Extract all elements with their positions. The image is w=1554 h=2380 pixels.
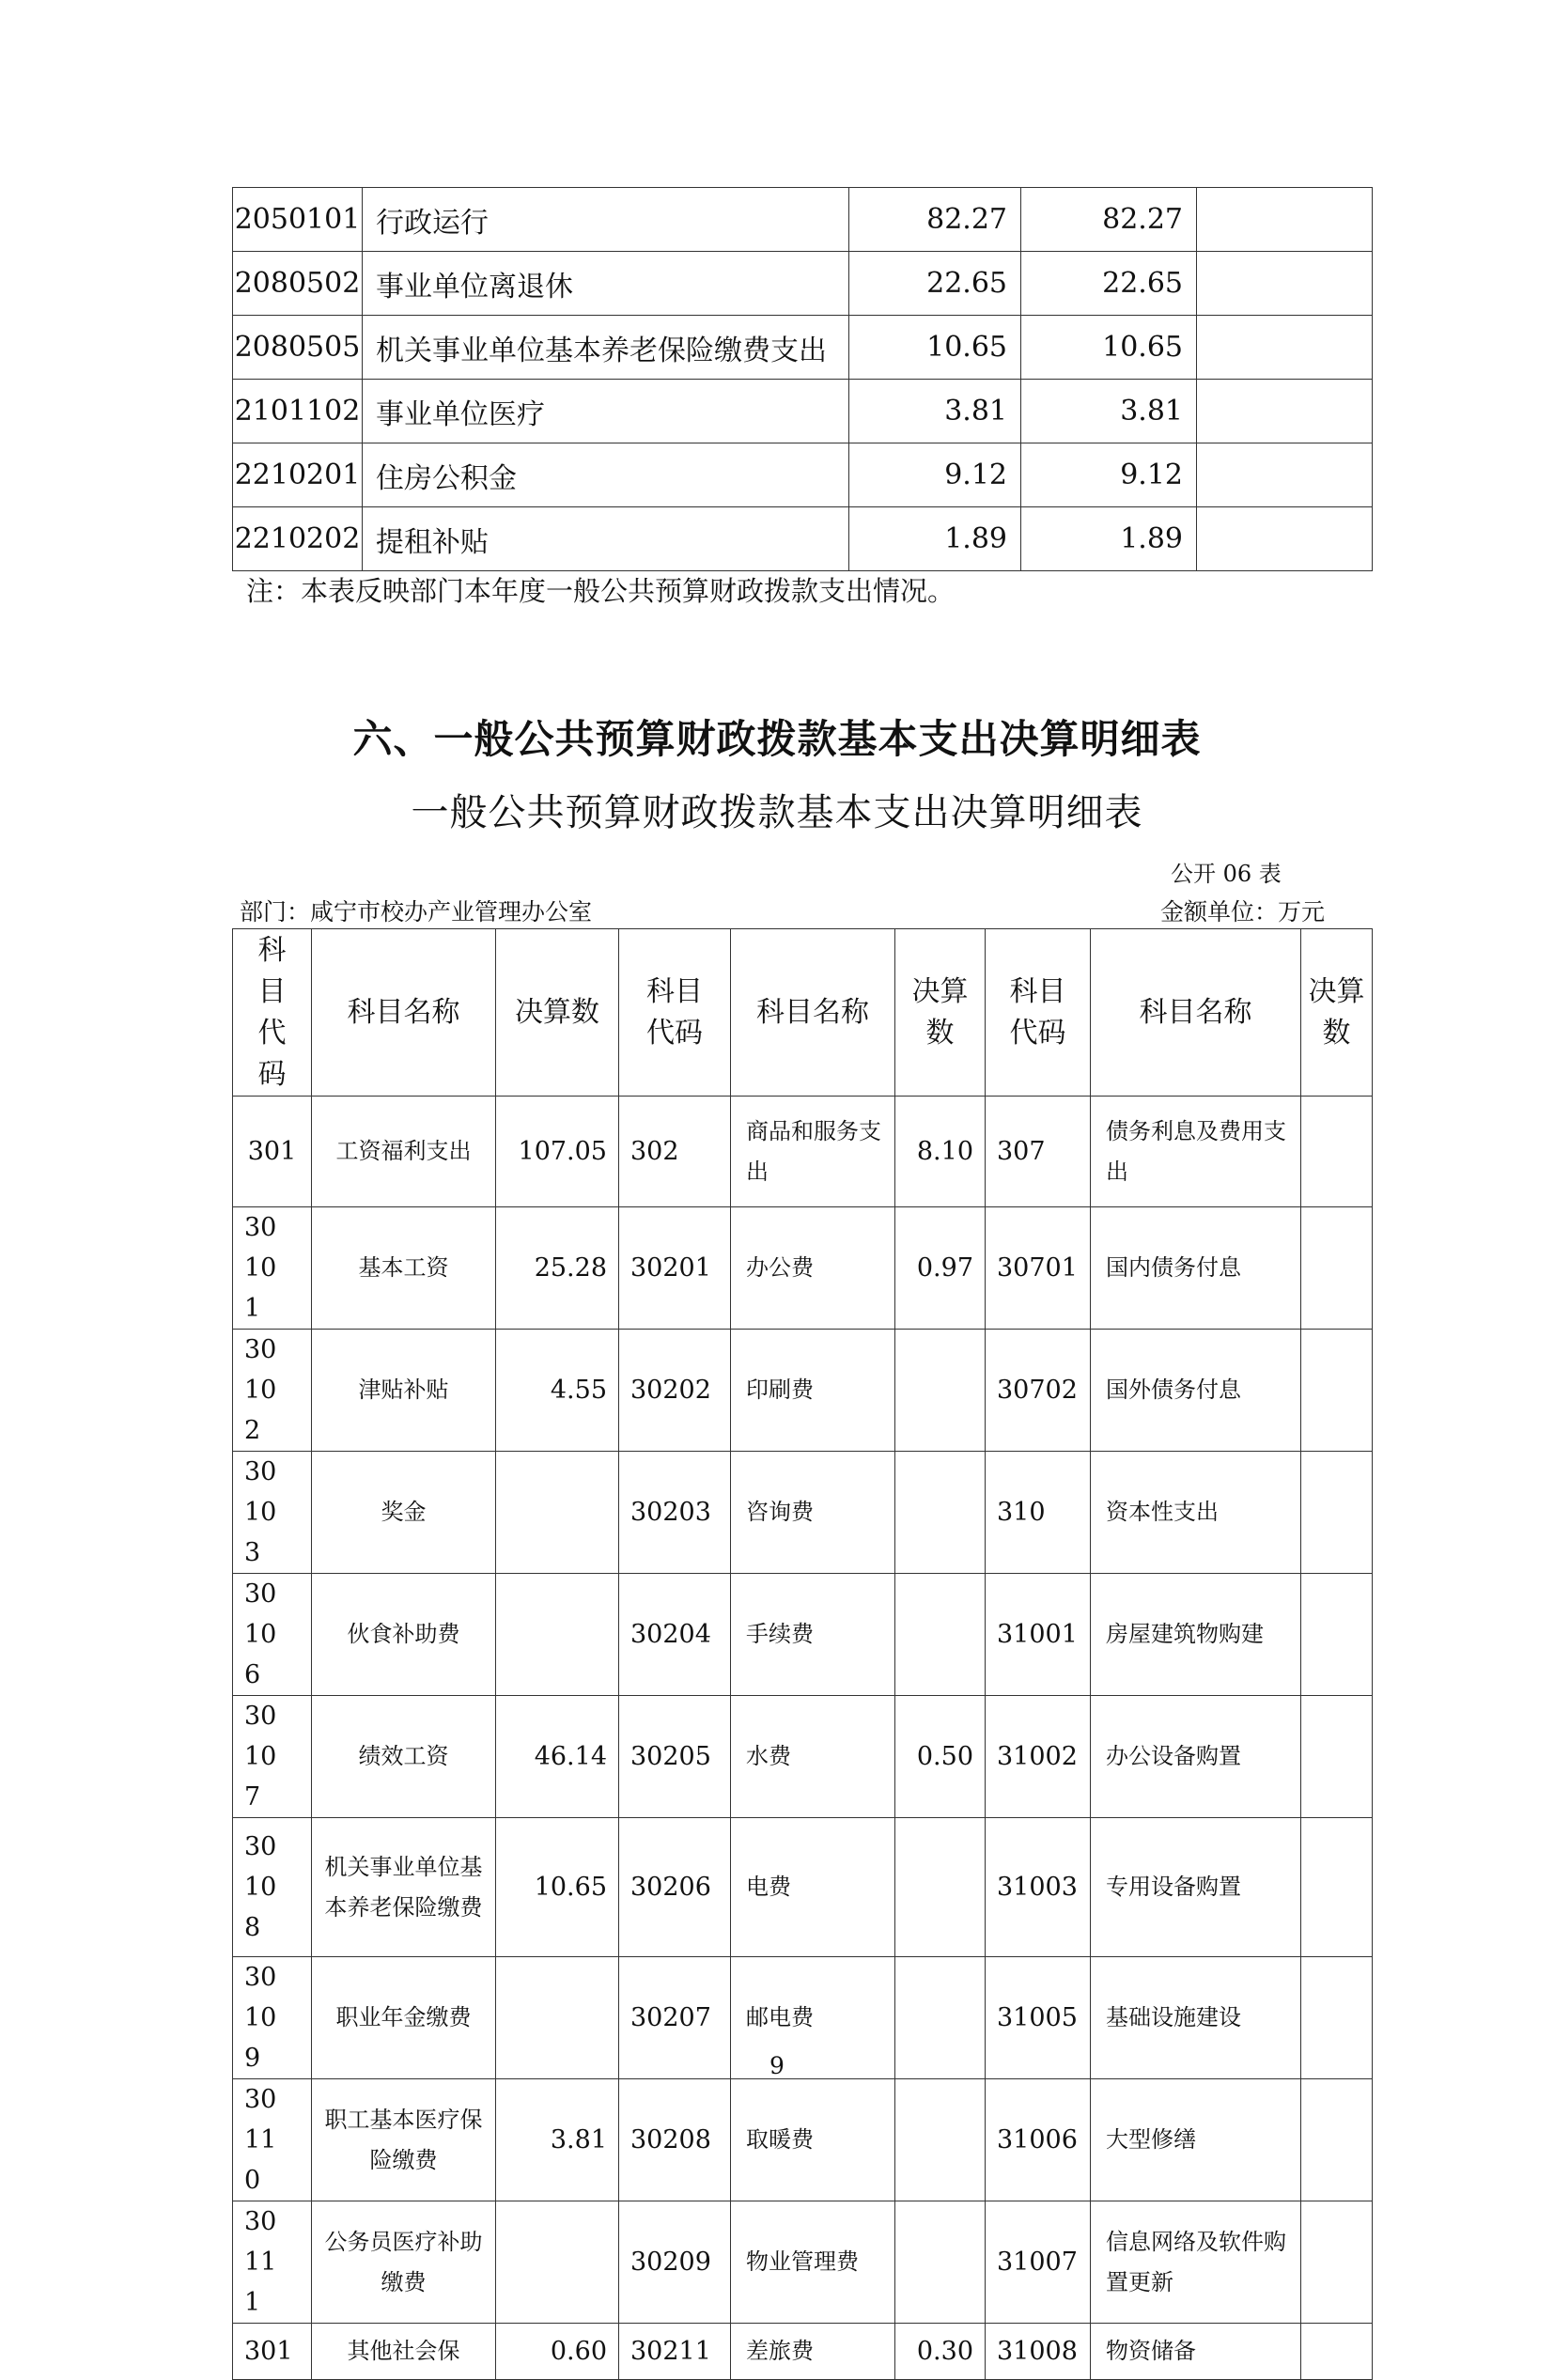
row-amount: 10.65: [849, 316, 1021, 380]
subject-name: 房屋建筑物购建: [1091, 1574, 1301, 1696]
subject-name: 印刷费: [731, 1330, 895, 1452]
amount: [895, 1574, 986, 1696]
subject-name: 资本性支出: [1091, 1452, 1301, 1574]
subject-name: 办公设备购置: [1091, 1696, 1301, 1818]
subject-name: 取暖费: [731, 2079, 895, 2201]
subject-code: 301: [233, 2324, 312, 2380]
subject-name: 物资储备: [1091, 2324, 1301, 2380]
subject-code: 30202: [619, 1330, 731, 1452]
table-row: [233, 1696, 1373, 1818]
table-row: [233, 1330, 1373, 1452]
row-amount: 9.12: [849, 443, 1021, 507]
row-amount: 9.12: [1021, 443, 1197, 507]
subject-name: 职业年金缴费: [312, 1957, 496, 2079]
amount: [496, 1452, 619, 1574]
subject-code: 301: [233, 1097, 312, 1207]
amount: 0.60: [496, 2324, 619, 2380]
amount: [1301, 2201, 1373, 2324]
subject-code: 30101: [233, 1207, 312, 1330]
table-row: [233, 380, 1373, 443]
subject-name: 奖金: [312, 1452, 496, 1574]
subject-code: 30111: [233, 2201, 312, 2324]
amount: [895, 1818, 986, 1957]
row-amount: [1197, 252, 1373, 316]
subject-code: 30211: [619, 2324, 731, 2380]
subject-name: 邮电费: [731, 1957, 895, 2079]
subject-code: 31005: [986, 1957, 1091, 2079]
subject-name: 办公费: [731, 1207, 895, 1330]
subject-code: 30702: [986, 1330, 1091, 1452]
row-amount: 22.65: [849, 252, 1021, 316]
subject-name: 职工基本医疗保险缴费: [312, 2079, 496, 2201]
row-amount: 82.27: [849, 188, 1021, 252]
subject-code: 30208: [619, 2079, 731, 2201]
subject-name: 物业管理费: [731, 2201, 895, 2324]
row-name: 事业单位医疗: [363, 380, 849, 443]
row-amount: 82.27: [1021, 188, 1197, 252]
table-row: [233, 1097, 1373, 1207]
amount: [1301, 2324, 1373, 2380]
section-heading: 六、一般公共预算财政拨款基本支出决算明细表: [352, 716, 1202, 762]
row-amount: [1197, 188, 1373, 252]
subject-code: 31001: [986, 1574, 1091, 1696]
subject-name: 手续费: [731, 1574, 895, 1696]
subject-code: 30106: [233, 1574, 312, 1696]
subject-name: 咨询费: [731, 1452, 895, 1574]
amount: [1301, 1696, 1373, 1818]
header-name-3: 科目名称: [1091, 929, 1301, 1097]
amount: [496, 1574, 619, 1696]
table-row: [233, 316, 1373, 380]
row-amount: [1197, 380, 1373, 443]
table-number: 公开 06 表: [1171, 861, 1282, 887]
subject-code: 30209: [619, 2201, 731, 2324]
subject-code: 30110: [233, 2079, 312, 2201]
header-code-3: 科目代码: [986, 929, 1091, 1097]
subject-name: 债务利息及费用支出: [1091, 1097, 1301, 1207]
amount: 0.30: [895, 2324, 986, 2380]
subject-name: 大型修缮: [1091, 2079, 1301, 2201]
row-code: 2101102: [233, 380, 363, 443]
subject-name: 其他社会保: [312, 2324, 496, 2380]
row-code: 2210202: [233, 507, 363, 571]
subject-code: 30109: [233, 1957, 312, 2079]
table-row: [233, 1818, 1373, 1957]
subject-code: 31002: [986, 1696, 1091, 1818]
table-row: [233, 1574, 1373, 1696]
table-row: [233, 252, 1373, 316]
subject-code: 30203: [619, 1452, 731, 1574]
subject-name: 绩效工资: [312, 1696, 496, 1818]
subject-code: 30107: [233, 1696, 312, 1818]
amount: 0.50: [895, 1696, 986, 1818]
row-amount: 3.81: [849, 380, 1021, 443]
amount: [895, 2201, 986, 2324]
amount: [1301, 1207, 1373, 1330]
subject-code: 31008: [986, 2324, 1091, 2380]
row-name: 行政运行: [363, 188, 849, 252]
row-amount: [1197, 443, 1373, 507]
appropriation-expenditure-table: [232, 187, 1373, 571]
row-name: 住房公积金: [363, 443, 849, 507]
row-name: 机关事业单位基本养老保险缴费支出: [363, 316, 849, 380]
subject-code: 30108: [233, 1818, 312, 1957]
table-row: [233, 507, 1373, 571]
subject-code: 302: [619, 1097, 731, 1207]
subject-name: 津贴补贴: [312, 1330, 496, 1452]
amount: 10.65: [496, 1818, 619, 1957]
subject-code: 307: [986, 1097, 1091, 1207]
subject-code: 31003: [986, 1818, 1091, 1957]
amount: 3.81: [496, 2079, 619, 2201]
amount: 8.10: [895, 1097, 986, 1207]
row-code: 2210201: [233, 443, 363, 507]
table-row: [233, 443, 1373, 507]
subject-code: 30201: [619, 1207, 731, 1330]
amount: [496, 2201, 619, 2324]
basic-expenditure-detail-table: [232, 928, 1373, 2380]
amount: 4.55: [496, 1330, 619, 1452]
header-amount-1: 决算数: [496, 929, 619, 1097]
subject-code: 31006: [986, 2079, 1091, 2201]
row-amount: 1.89: [1021, 507, 1197, 571]
amount: 25.28: [496, 1207, 619, 1330]
table-note: 注：本表反映部门本年度一般公共预算财政拨款支出情况。: [246, 575, 956, 607]
subject-name: 差旅费: [731, 2324, 895, 2380]
table-title: 一般公共预算财政拨款基本支出决算明细表: [411, 791, 1143, 834]
table-row: [233, 2324, 1373, 2380]
amount: [1301, 1097, 1373, 1207]
row-amount: 3.81: [1021, 380, 1197, 443]
row-amount: 1.89: [849, 507, 1021, 571]
amount: 0.97: [895, 1207, 986, 1330]
header-name-2: 科目名称: [731, 929, 895, 1097]
amount: [1301, 1574, 1373, 1696]
subject-name: 基础设施建设: [1091, 1957, 1301, 2079]
subject-code: 30204: [619, 1574, 731, 1696]
subject-name: 信息网络及软件购置更新: [1091, 2201, 1301, 2324]
amount: [895, 1330, 986, 1452]
row-code: 2050101: [233, 188, 363, 252]
subject-code: 30102: [233, 1330, 312, 1452]
subject-name: 伙食补助费: [312, 1574, 496, 1696]
row-amount: 10.65: [1021, 316, 1197, 380]
header-code-2: 科目代码: [619, 929, 731, 1097]
subject-name: 公务员医疗补助缴费: [312, 2201, 496, 2324]
subject-name: 国外债务付息: [1091, 1330, 1301, 1452]
subject-code: 31007: [986, 2201, 1091, 2324]
subject-code: 310: [986, 1452, 1091, 1574]
amount: 46.14: [496, 1696, 619, 1818]
header-code-1: 科目代码: [233, 929, 312, 1097]
row-amount: [1197, 507, 1373, 571]
amount: 107.05: [496, 1097, 619, 1207]
table-row: [233, 1207, 1373, 1330]
table-row: [233, 2201, 1373, 2324]
table-header-row: [233, 929, 1373, 1097]
subject-code: 30207: [619, 1957, 731, 2079]
amount: [1301, 1330, 1373, 1452]
subject-name: 工资福利支出: [312, 1097, 496, 1207]
table-row: [233, 1452, 1373, 1574]
row-name: 提租补贴: [363, 507, 849, 571]
subject-code: 30205: [619, 1696, 731, 1818]
amount: [1301, 2079, 1373, 2201]
amount: [1301, 1818, 1373, 1957]
row-name: 事业单位离退休: [363, 252, 849, 316]
table-row: [233, 188, 1373, 252]
subject-name: 电费: [731, 1818, 895, 1957]
header-name-1: 科目名称: [312, 929, 496, 1097]
row-code: 2080505: [233, 316, 363, 380]
subject-code: 30701: [986, 1207, 1091, 1330]
subject-name: 机关事业单位基本养老保险缴费: [312, 1818, 496, 1957]
header-amount-3: 决算数: [1301, 929, 1373, 1097]
table-row: [233, 2079, 1373, 2201]
header-amount-2: 决算数: [895, 929, 986, 1097]
subject-name: 商品和服务支出: [731, 1097, 895, 1207]
amount-unit-label: 金额单位：万元: [1160, 898, 1326, 926]
department-label: 部门：咸宁市校办产业管理办公室: [240, 898, 593, 926]
row-amount: [1197, 316, 1373, 380]
subject-name: 专用设备购置: [1091, 1818, 1301, 1957]
amount: [1301, 1452, 1373, 1574]
page-number: 9: [769, 2052, 785, 2079]
subject-name: 水费: [731, 1696, 895, 1818]
amount: [895, 1452, 986, 1574]
subject-name: 基本工资: [312, 1207, 496, 1330]
row-code: 2080502: [233, 252, 363, 316]
row-amount: 22.65: [1021, 252, 1197, 316]
subject-code: 30103: [233, 1452, 312, 1574]
subject-name: 国内债务付息: [1091, 1207, 1301, 1330]
amount: [895, 2079, 986, 2201]
subject-code: 30206: [619, 1818, 731, 1957]
